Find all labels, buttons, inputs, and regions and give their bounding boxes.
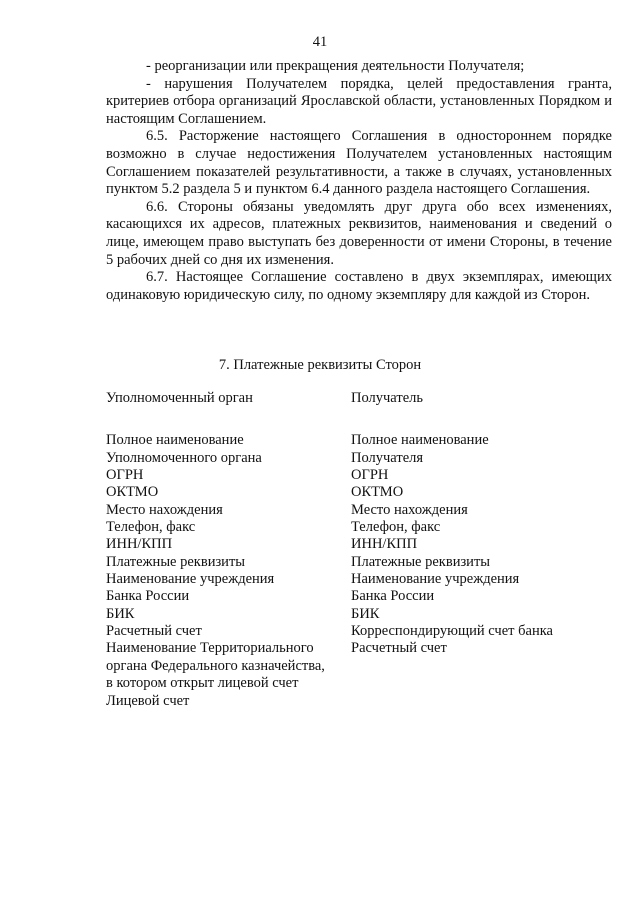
field-inn-kpp: ИНН/КПП [106,536,173,553]
field-bank-of-russia: Банка России [351,588,435,605]
field-treasury-body-cont: органа Федерального казначейства, [106,657,325,674]
field-inn-kpp: ИНН/КПП [351,536,418,553]
field-institution-name: Наименование учреждения [106,571,275,588]
field-full-name: Полное наименование [351,432,489,449]
paragraph-6-5: 6.5. Расторжение настоящего Соглашения в одностороннем порядке возможно в случае недостижения Получателем установленных настоящим Соглашением показателей результативности, а также в случаях, установленных пунктом 5.2 раздела 5 и пунктом 6.4 данного раздела настоящего Соглашения. [106,128,612,198]
field-bank-of-russia: Банка России [106,588,190,605]
field-payment-details: Платежные реквизиты [351,553,491,570]
recipient-header: Получатель [351,390,423,406]
field-payment-details: Платежные реквизиты [106,553,246,570]
field-phone-fax: Телефон, факс [351,519,441,536]
paragraph-reorganization: - реорганизации или прекращения деятельности Получателя; [146,58,525,74]
field-settlement-account: Расчетный счет [351,640,447,657]
paragraph-violation: - нарушения Получателем порядка, целей предоставления гранта, критериев отбора организаций Ярославской области, установленных Порядком и настоящим Соглашением. [106,75,612,127]
field-location: Место нахождения [106,501,223,518]
authorized-body-column [106,390,346,710]
field-ogrn: ОГРН [351,467,389,484]
field-institution-name: Наименование учреждения [351,571,520,588]
body-text [106,58,612,304]
field-bik: БИК [351,605,380,622]
field-location: Место нахождения [351,501,468,518]
field-settlement-account: Расчетный счет [106,623,202,640]
recipient-column [351,390,621,658]
field-oktmo: ОКТМО [106,484,159,501]
field-treasury-body: Наименование Территориального [106,640,314,657]
field-ogrn: ОГРН [106,467,144,484]
field-oktmo: ОКТМО [351,484,404,501]
field-correspondent-account: Корреспондирующий счет банка [351,623,553,640]
field-treasury-body-cont: в котором открыт лицевой счет [106,675,299,692]
field-phone-fax: Телефон, факс [106,519,196,536]
paragraph-6-7: 6.7. Настоящее Соглашение составлено в двух экземплярах, имеющих одинаковую юридическую силу, по одному экземпляру для каждой из Сторон. [106,269,612,303]
section-title: 7. Платежные реквизиты Сторон [218,357,422,373]
page-number: 41 [312,34,328,50]
field-personal-account: Лицевой счет [106,692,190,709]
field-bik: БИК [106,605,135,622]
field-full-name-cont: Уполномоченного органа [106,449,262,466]
field-full-name-cont: Получателя [351,449,424,466]
authorized-body-header: Уполномоченный орган [106,390,253,406]
paragraph-6-6: 6.6. Стороны обязаны уведомлять друг друга обо всех изменениях, касающихся их адресов, платежных реквизитов, наименования и сведений о лице, имеющем право выступать без доверенности от имени Стороны, в течение 5 рабочих дней со дня их изменения. [106,198,612,268]
field-full-name: Полное наименование [106,432,244,449]
